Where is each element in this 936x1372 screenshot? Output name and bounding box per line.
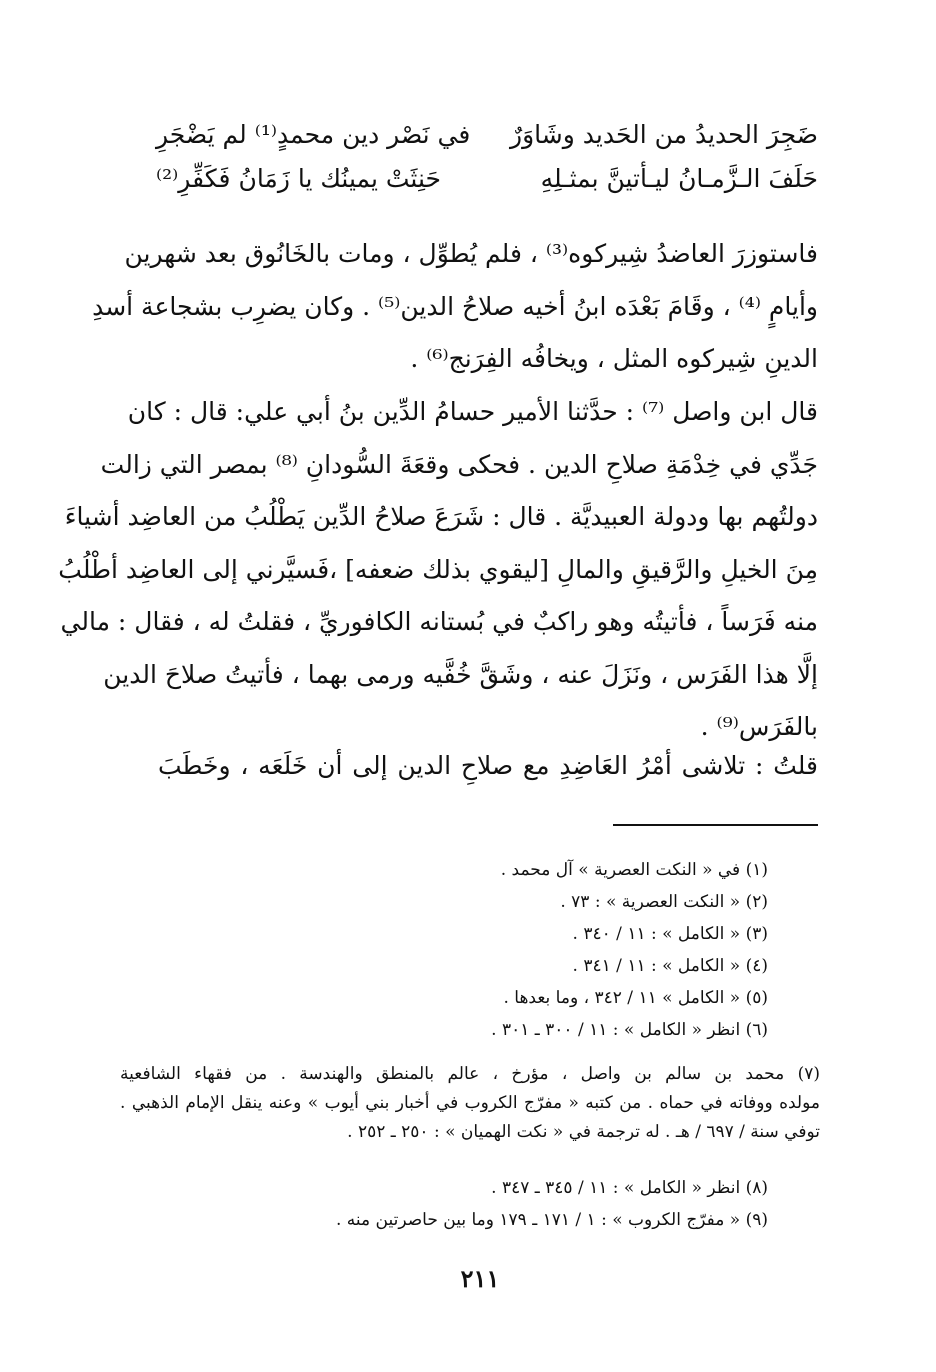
verse-2-first-hemistich: حَلَفَ الـزَّمـانُ ليـأتينَّ بمثـلِهِ [540, 164, 818, 193]
footnote-7-line: توفي سنة / ٦٩٧ / هـ . له ترجمة في « نكت الهميان » : ٢٥٠ ـ ٢٥٢ . [347, 1122, 820, 1142]
footnotes-continued [148, 1172, 768, 1236]
footnotes [148, 854, 768, 1046]
footnote-5: (٥) « الكامل » ١١ / ٣٤٢ ، وما بعدها . [503, 988, 768, 1008]
footnote-7-line: مولده ووفاته في حماه . من كتبه « مفرّج الكروب في أخبار بني أيوب » وعنه ينقل الإمام الذهبي . [120, 1093, 820, 1113]
page-number: ٢١١ [460, 1264, 500, 1293]
verse-2-second-hemistich: حَنِثَتْ يمينُك يا زَمَانُ فَكَفِّرِ⁽²⁾ [156, 164, 441, 193]
poem-verse-1 [156, 120, 818, 160]
paragraph-2-line: بالفَرَس⁽⁹⁾ . [700, 712, 818, 741]
paragraph-1-line: الدينِ شِيركوه المثل ، ويخافُه الفِرَنج⁽⁶⁾ . [410, 344, 818, 373]
footnote-8: (٨) انظر « الكامل » : ١١ / ٣٤٥ ـ ٣٤٧ . [491, 1178, 768, 1198]
poem-verse-2 [156, 164, 818, 204]
paragraph-1 [92, 228, 818, 386]
paragraph-2-line: إلَّا هذا الفَرَس ، ونَزَلَ عنه ، وشَقَّ خُفَّيه ورمى بهما ، فأتيتُ صلاحَ الدين [103, 659, 818, 689]
footnote-separator [613, 824, 818, 826]
paragraph-1-line: وأيامٍ ⁽⁴⁾ ، وقَامَ بَعْدَه ابنُ أخيه صلاحُ الدين⁽⁵⁾ . وكان يضرِب بشجاعة أسدِ [92, 291, 818, 321]
paragraph-2-line: جَدِّي في خِدْمَةِ صلاحِ الدين . فحكى وقعَةَ السُّودانِ ⁽⁸⁾ بمصر التي زالت [100, 449, 818, 479]
paragraph-2-line: دولتُهم بها ودولة العبيديَّة . قال : شَرَعَ صلاحُ الدِّين يَطْلُبُ من العاضِد أشياءَ [64, 502, 818, 531]
footnote-7 [120, 1060, 820, 1147]
paragraph-2 [58, 386, 818, 754]
footnote-6: (٦) انظر « الكامل » : ١١ / ٣٠٠ ـ ٣٠١ . [491, 1020, 768, 1040]
footnote-9: (٩) « مفرّج الكروب » : ١ / ١٧١ ـ ١٧٩ وما بين حاصرتين منه . [336, 1210, 768, 1230]
verse-1-second-hemistich: في نَصْر دين محمدٍ⁽¹⁾ لم يَضْجَرِ [156, 120, 471, 149]
paragraph-3 [158, 740, 818, 793]
verse-1-first-hemistich: ضَجِرَ الحديدُ من الحَديد وشَاوَرٌ [510, 120, 818, 149]
footnote-3: (٣) « الكامل » : ١١ / ٣٤٠ . [572, 924, 768, 944]
footnote-1: (١) في « النكت العصرية » آل محمد . [500, 860, 768, 880]
paragraph-2-line: مِنَ الخيلِ والرَّقيقِ والمالِ [ليقوي بذلك ضعفه] ،فَسيَّرني إلى العاضِد أطْلُبُ [58, 554, 818, 584]
paragraph-3-line: قلتُ : تلاشى أمْرُ العَاضِدِ مع صلاحِ الدين إلى أن خَلَعَه ، وخَطَبَ [158, 751, 818, 780]
paragraph-1-line: فاستوزرَ العاضدُ شِيركوه⁽³⁾ ، فلم يُطوِّل ، ومات بالخَانُوق بعد شهرين [124, 239, 818, 268]
footnote-7-line: (٧) محمد بن سالم بن واصل ، مؤرخ ، عالم بالمنطق والهندسة . من فقهاء الشافعية [120, 1064, 820, 1084]
footnote-2: (٢) « النكت العصرية » : ٧٣ . [560, 892, 768, 912]
footnote-4: (٤) « الكامل » : ١١ / ٣٤١ . [572, 956, 768, 976]
paragraph-2-line: منه فَرَساً ، فأتيتُه وهو راكبٌ في بُستانه الكافوريِّ ، فقلتُ له ، فقال : مالي [60, 607, 818, 636]
paragraph-2-line: قال ابن واصل ⁽⁷⁾ : حدَّثنا الأمير حسامُ الدِّين بنُ أبي علي: قال : كان [127, 397, 818, 426]
